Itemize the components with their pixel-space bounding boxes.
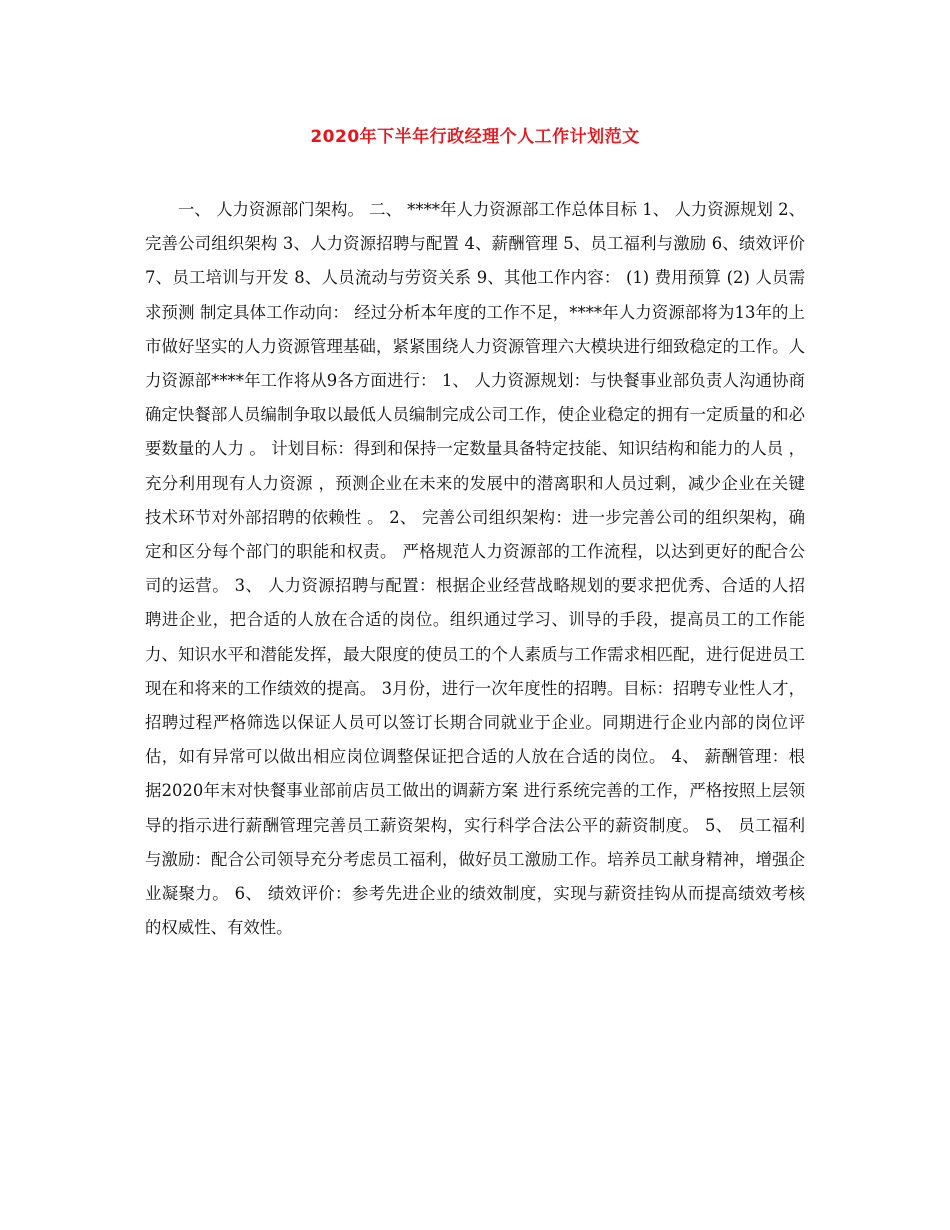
document-body-paragraph: 一、 人力资源部门架构。 二、 ****年人力资源部工作总体目标 1、 人力资源规划 2、完善公司组织架构 3、人力资源招聘与配置 4、薪酬管理 5、员工福利与激励 6、绩效评价 7、员工培训与开发 8、人员流动与劳资关系 9、其他工作内容： (1) 费用预算 (2) 人员需求预测 制定具体工作动向： 经过分析本年度的工作不足，****年人力资源部将为13年的上市做好坚实的人力资源管理基础，紧紧围绕人力资源管理六大模块进行细致稳定的工作。人力资源部****年工作将从9各方面进行： 1、 人力资源规划：与快餐事业部负责人沟通协商确定快餐部人员编制争取以最低人员编制完成公司工作，使企业稳定的拥有一定质量的和必要数量的人力 。 计划目标：得到和保持一定数量具备特定技能、知识结构和能力的人员 ，充分利用现有人力资源 ，预测企业在未来的发展中的潜离职和人员过剩，减少企业在关键技术环节对外部招聘的依赖性 。 2、 完善公司组织架构：进一步完善公司的组织架构，确定和区分每个部门的职能和权责。 严格规范人力资源部的工作流程，以达到更好的配合公司的运营。 3、 人力资源招聘与配置：根据企业经营战略规划的要求把优秀、合适的人招聘进企业，把合适的人放在合适的岗位。组织通过学习、训导的手段，提高员工的工作能力、知识水平和潜能发挥，最大限度的使员工的个人素质与工作需求相匹配，进行促进员工现在和将来的工作绩效的提高。 3月份，进行一次年度性的招聘。目标：招聘专业性人才，招聘过程严格筛选以保证人员可以签订长期合同就业于企业。同期进行企业内部的岗位评估，如有异常可以做出相应岗位调整保证把合适的人放在合适的岗位。 4、 薪酬管理：根据2020年末对快餐事业部前店员工做出的调薪方案 进行系统完善的工作，严格按照上层领导的指示进行薪酬管理完善员工薪资架构，实行科学合法公平的薪资制度。 5、 员工福利与激励：配合公司领导充分考虑员工福利，做好员工激励工作。培养员工献身精神，增强企业凝聚力。 6、 绩效评价：参考先进企业的绩效制度，实现与薪资挂钩从而提高绩效考核的权威性、有效性。 bbox=[145, 200, 805, 938]
document-title: 2020年下半年行政经理个人工作计划范文 bbox=[310, 127, 640, 147]
